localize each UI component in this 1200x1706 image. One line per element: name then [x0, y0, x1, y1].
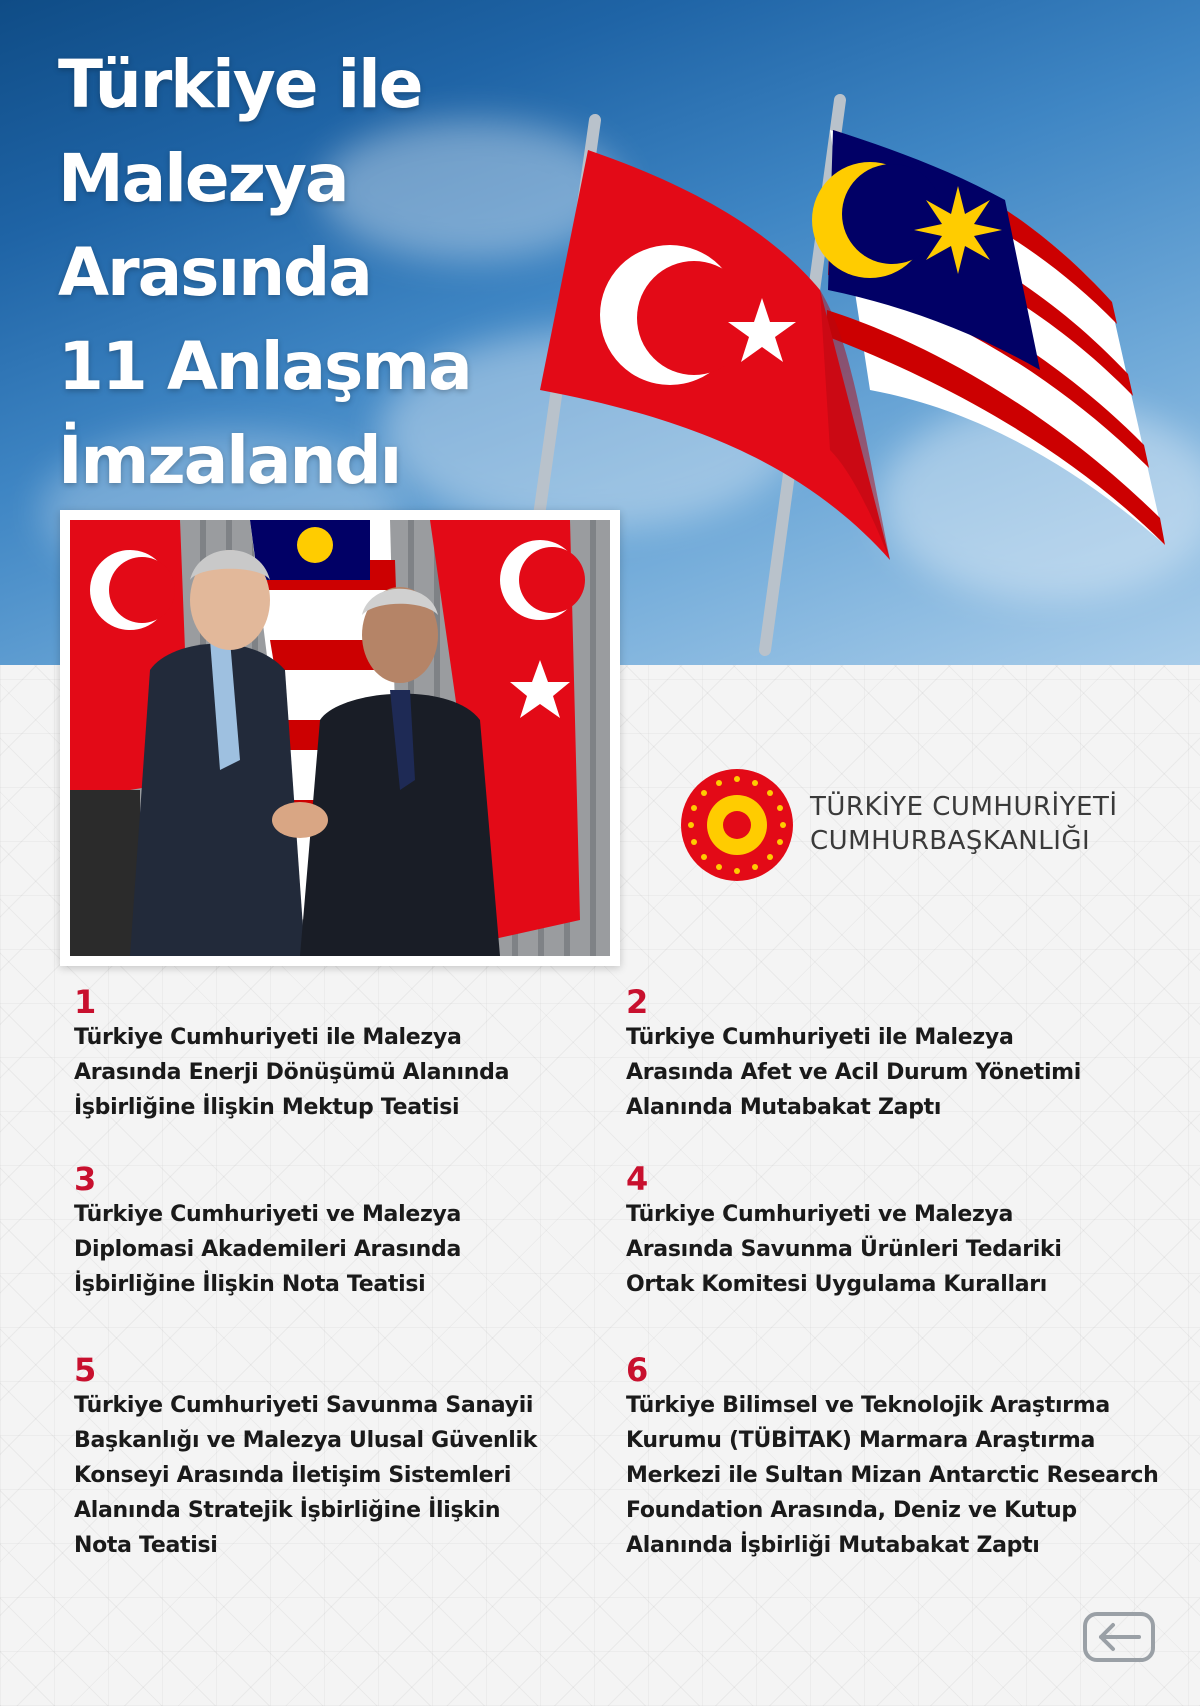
- agreement-6: [626, 1352, 1186, 1563]
- agreement-line: Diplomasi Akademileri Arasında: [74, 1237, 462, 1262]
- title-line-3: Arasında: [58, 234, 371, 311]
- agreement-line: Arasında Savunma Ürünleri Tedariki: [626, 1237, 1062, 1262]
- agreement-line: Türkiye Cumhuriyeti ve Malezya: [74, 1202, 462, 1227]
- agreement-line: Türkiye Cumhuriyeti Savunma Sanayii: [74, 1393, 534, 1418]
- agreement-2: [626, 984, 1146, 1125]
- agreement-line: Türkiye Bilimsel ve Teknolojik Araştırma: [626, 1393, 1110, 1418]
- organization-name: [810, 790, 1118, 858]
- agreement-number: 2: [626, 983, 649, 1021]
- agreement-text: [626, 1020, 1146, 1125]
- agreement-line: İşbirliğine İlişkin Mektup Teatisi: [74, 1095, 460, 1120]
- agreement-text: [74, 1020, 594, 1125]
- agreement-3: [74, 1161, 594, 1302]
- presidential-seal-icon: [680, 768, 794, 882]
- agreement-line: Merkezi ile Sultan Mizan Antarctic Research: [626, 1463, 1159, 1488]
- back-button[interactable]: [1083, 1612, 1155, 1662]
- agreement-line: Nota Teatisi: [74, 1533, 218, 1558]
- agreement-number: 4: [626, 1160, 649, 1198]
- agreement-number: 3: [74, 1160, 97, 1198]
- back-arrow-icon: [1087, 1616, 1151, 1658]
- agreement-line: İşbirliğine İlişkin Nota Teatisi: [74, 1272, 426, 1297]
- agreement-number: 1: [74, 983, 97, 1021]
- agreement-4: [626, 1161, 1146, 1302]
- agreement-text: [74, 1197, 594, 1302]
- title-line-1: Türkiye ile: [58, 46, 422, 123]
- agreement-line: Foundation Arasında, Deniz ve Kutup: [626, 1498, 1077, 1523]
- agreement-1: [74, 984, 594, 1125]
- agreement-line: Türkiye Cumhuriyeti ile Malezya: [74, 1025, 462, 1050]
- agreement-line: Başkanlığı ve Malezya Ulusal Güvenlik: [74, 1428, 538, 1453]
- agreement-line: Konseyi Arasında İletişim Sistemleri: [74, 1463, 512, 1488]
- agreement-line: Ortak Komitesi Uygulama Kuralları: [626, 1272, 1048, 1297]
- agreement-number: 5: [74, 1351, 97, 1389]
- agreement-line: Kurumu (TÜBİTAK) Marmara Araştırma: [626, 1428, 1096, 1453]
- agreement-line: Türkiye Cumhuriyeti ve Malezya: [626, 1202, 1014, 1227]
- organization-line-1: TÜRKİYE CUMHURİYETİ: [810, 792, 1118, 822]
- title-line-2: Malezya: [58, 140, 348, 217]
- agreement-line: Türkiye Cumhuriyeti ile Malezya: [626, 1025, 1014, 1050]
- agreement-text: [74, 1388, 594, 1563]
- agreement-5: [74, 1352, 594, 1563]
- photo-frame: [60, 510, 620, 966]
- agreement-text: [626, 1388, 1186, 1563]
- agreement-line: Arasında Enerji Dönüşümü Alanında: [74, 1060, 510, 1085]
- title-line-4: 11 Anlaşma: [58, 328, 471, 405]
- leaders-handshake-photo: [70, 520, 610, 956]
- agreement-number: 6: [626, 1351, 649, 1389]
- agreement-line: Alanında İşbirliği Mutabakat Zaptı: [626, 1533, 1040, 1558]
- agreement-text: [626, 1197, 1146, 1302]
- agreement-line: Arasında Afet ve Acil Durum Yönetimi: [626, 1060, 1082, 1085]
- organization-line-2: CUMHURBAŞKANLIĞI: [810, 826, 1091, 856]
- agreement-line: Alanında Stratejik İşbirliğine İlişkin: [74, 1498, 501, 1523]
- agreement-line: Alanında Mutabakat Zaptı: [626, 1095, 942, 1120]
- title-line-5: İmzalandı: [58, 422, 401, 499]
